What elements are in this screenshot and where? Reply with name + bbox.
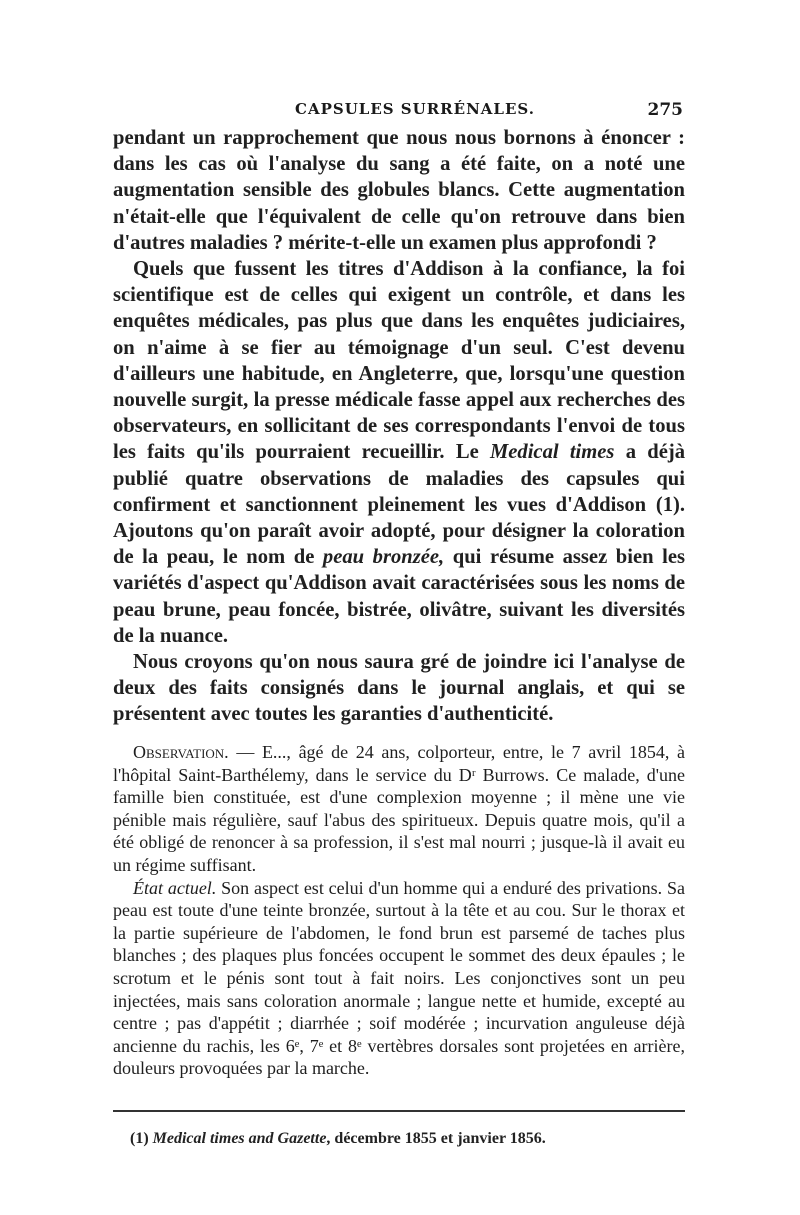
footnote-divider xyxy=(113,1110,685,1112)
footnote-marker: (1) xyxy=(130,1130,153,1147)
page-header xyxy=(113,100,683,124)
observation-paragraph-1 xyxy=(113,741,685,877)
running-title: CAPSULES SURRÉNALES. xyxy=(295,100,535,118)
main-text xyxy=(113,125,685,728)
paragraph-2-part-a: Quels que fussent les titres d'Addison à la confiance, la foi scientifique est de celles qui exigent un contrôle, et dans les enquêtes médicales, pas plus que dans les enquêtes judiciaires, on n'aime à se fier au témoignage d'un seul. C'est devenu d'ailleurs une habitude, en Angleterre, que, lorsqu'une question nouvelle surgit, la presse médicale fasse appel aux recherches des observateurs, en sollicitant de ses correspondants l'envoi de tous les faits qu'ils pourraient recueillir. Le xyxy=(113,258,685,464)
etat-actuel-label: État actuel. xyxy=(133,877,217,898)
paragraph-1: pendant un rapprochement que nous nous bornons à énoncer : dans les cas où l'analyse du sang a été faite, on a noté une augmentation sensible des globules blancs. Cette augmentation n'était-elle que l'équivalent de celle qu'on retrouve dans bien d'autres maladies ? mérite-t-elle un examen plus approfondi ? xyxy=(113,127,685,254)
paragraph-2-part-b: a déjà publié quatre observations de maladies des capsules qui confirment et sanctionnent pleinement les vues d'Addison (1). Ajoutons qu'on paraît avoir adopté, pour désigner la coloration de la peau, le nom de xyxy=(113,441,685,569)
observation-block xyxy=(113,741,685,1080)
paragraph-2-part-c: qui résume assez bien les variétés d'aspect qu'Addison avait caractérisées sous les noms de peau brune, peau foncée, bistrée, olivâtre, suivant les diversités de la nuance. xyxy=(113,546,686,647)
observation-label: Observation. xyxy=(133,742,229,762)
paragraph-2 xyxy=(113,256,685,649)
peau-bronzee-italic: peau bronzée, xyxy=(322,546,445,569)
footnote xyxy=(130,1130,690,1148)
observation-text-2: Son aspect est celui d'un homme qui a enduré des privations. Sa peau est toute d'une teinte bronzée, surtout à la tête et au cou. Sur le thorax et la partie supérieure de l'abdomen, le fond brun est parsemé de taches plus blanches ; des plaques plus foncées occupent le sommet des deux épaules ; le scrotum et le pénis sont tout à fait noirs. Les conjonctives sont un peu injectées, mais sans coloration anormale ; langue nette et humide, excepté au centre ; pas d'appétit ; diarrhée ; soif modérée ; incurvation anguleuse déjà ancienne du rachis, les 6ᵉ, 7ᵉ et 8ᵉ vertèbres dorsales sont projetées en arrière, douleurs provoquées par la marche. xyxy=(113,877,685,1079)
footnote-journal-italic: Medical times and Gazette xyxy=(152,1130,327,1147)
page-number: 275 xyxy=(647,100,683,120)
journal-title-italic: Medical times xyxy=(489,441,615,464)
paragraph-3: Nous croyons qu'on nous saura gré de joindre ici l'analyse de deux des faits consignés dans le journal anglais, et qui se présentent avec toutes les garanties d'authenticité. xyxy=(113,651,685,726)
observation-text-1: — E..., âgé de 24 ans, colporteur, entre, le 7 avril 1854, à l'hôpital Saint-Barthélemy, dans le service du Dʳ Burrows. Ce malade, d'une famille bien constituée, est d'une complexion moyenne ; il mène une vie pénible mais régulière, sauf l'abus des spiritueux. Depuis quatre mois, qu'il a été obligé de renoncer à sa profession, il s'est mal nourri ; jusque-là il avait eu un régime suffisant. xyxy=(113,742,685,875)
footnote-rest: , décembre 1855 et janvier 1856. xyxy=(326,1130,546,1147)
observation-paragraph-2 xyxy=(113,877,685,1080)
